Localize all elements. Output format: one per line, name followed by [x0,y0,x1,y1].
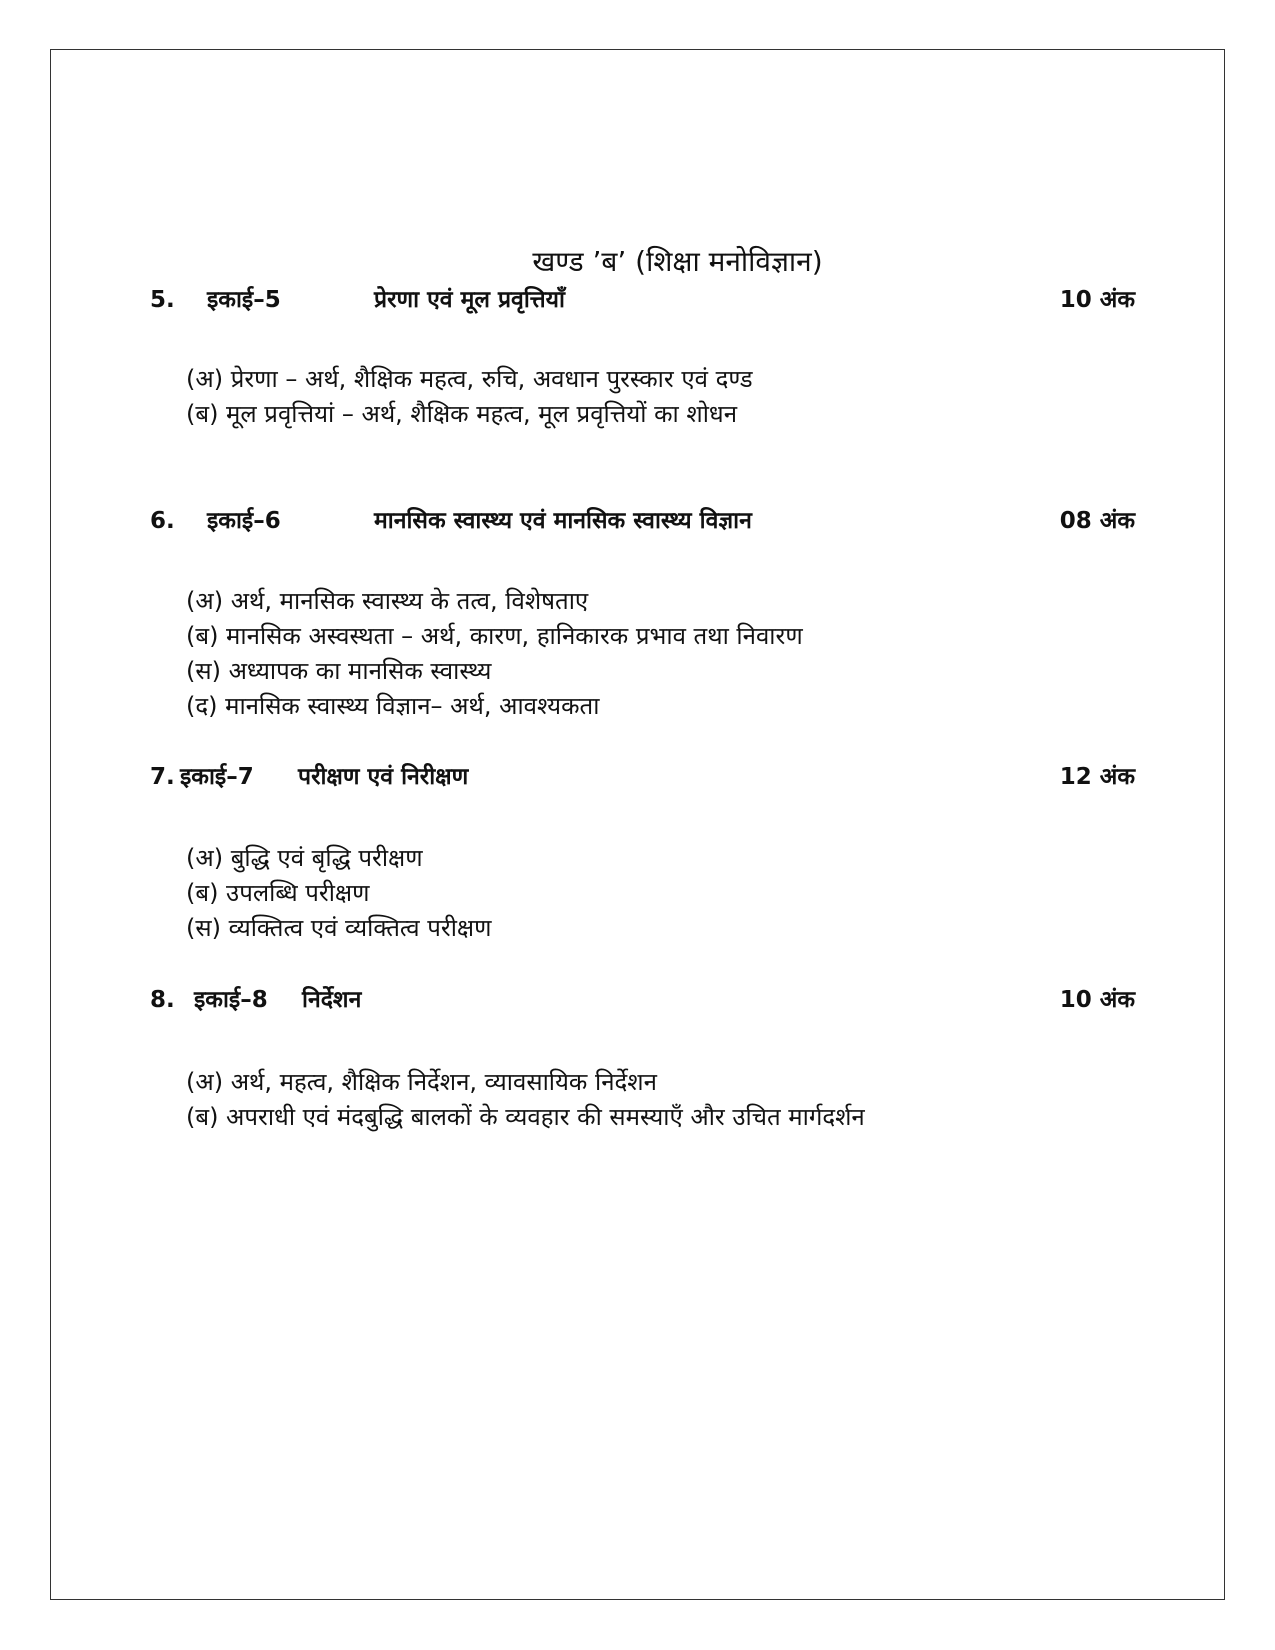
unit-8-topics [186,1065,1126,1135]
unit-label: इकाई–5 [207,287,281,313]
unit-6-topics [186,584,1126,724]
unit-marks: 08 अंक [1059,508,1135,534]
topic-item: (ब) मूल प्रवृत्तियां – अर्थ, शैक्षिक महत्व, मूल प्रवृत्तियों का शोधन [186,400,738,428]
unit-number: 6. [150,508,175,534]
unit-title: निर्देशन [302,987,362,1013]
unit-title: परीक्षण एवं निरीक्षण [298,764,469,790]
unit-heading-7 [150,760,1135,794]
topic-item: (स) व्यक्तित्व एवं व्यक्तित्व परीक्षण [186,914,492,942]
unit-marks: 10 अंक [1059,987,1135,1013]
unit-label: इकाई–8 [194,987,268,1013]
unit-label: इकाई–7 [180,764,254,790]
unit-7-topics [186,841,1126,946]
unit-heading-5 [150,283,1135,317]
unit-number: 8. [150,987,175,1013]
unit-5-topics [186,362,1126,432]
unit-number: 5. [150,287,175,313]
topic-item: (ब) उपलब्धि परीक्षण [186,879,370,907]
unit-title: प्रेरणा एवं मूल प्रवृत्तियाँ [374,287,565,313]
unit-marks: 12 अंक [1059,764,1135,790]
topic-item: (अ) अर्थ, महत्व, शैक्षिक निर्देशन, व्यावसायिक निर्देशन [186,1068,657,1096]
unit-label: इकाई–6 [207,508,281,534]
topic-item: (अ) बुद्धि एवं बृद्धि परीक्षण [186,844,423,872]
unit-number: 7. [150,764,175,790]
topic-item: (अ) प्रेरणा – अर्थ, शैक्षिक महत्व, रुचि, अवधान पुरस्कार एवं दण्ड [186,365,753,393]
topic-item: (द) मानसिक स्वास्थ्य विज्ञान– अर्थ, आवश्यकता [186,692,600,720]
section-title: खण्ड ’ब’ (शिक्षा मनोविज्ञान) [532,245,823,278]
topic-item: (ब) अपराधी एवं मंदबुद्धि बालकों के व्यवहार की समस्याएँ और उचित मार्गदर्शन [186,1103,865,1131]
unit-marks: 10 अंक [1059,287,1135,313]
unit-heading-6 [150,504,1135,538]
page-border [50,49,1225,1600]
topic-item: (ब) मानसिक अस्वस्थता – अर्थ, कारण, हानिकारक प्रभाव तथा निवारण [186,622,803,650]
unit-heading-8 [150,983,1135,1017]
unit-title: मानसिक स्वास्थ्य एवं मानसिक स्वास्थ्य विज्ञान [374,508,752,534]
topic-item: (स) अध्यापक का मानसिक स्वास्थ्य [186,657,492,685]
topic-item: (अ) अर्थ, मानसिक स्वास्थ्य के तत्व, विशेषताए [186,587,589,615]
